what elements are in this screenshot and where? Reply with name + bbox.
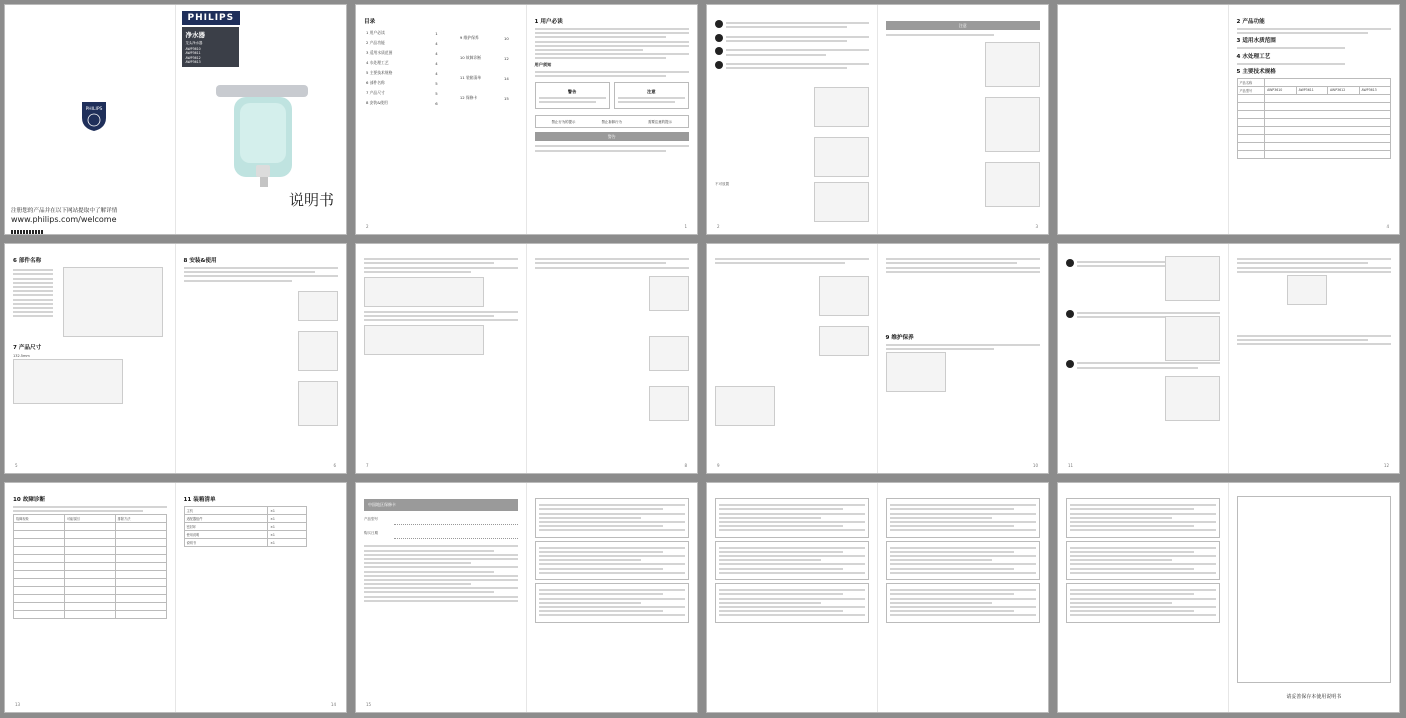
packing-table: 主机 ×1 适配器组件 ×1 密封环 ×1 使用说明 ×1 说明书 ×1 (184, 506, 308, 547)
caution-bar: 注意 (886, 21, 1041, 30)
section-title: 9 维护保养 (885, 334, 914, 341)
section-title: 10 故障诊断 (13, 497, 46, 503)
toc-entry[interactable]: 4 水处理工艺 4 (366, 60, 438, 66)
section-title: 6 部件名称 (13, 258, 42, 264)
cover-front-page (176, 5, 347, 234)
section-title: 3 适用水质范围 (1236, 38, 1276, 45)
illustration (886, 352, 946, 392)
illustration (814, 137, 869, 177)
body-text (535, 71, 690, 77)
page-number: 2 (717, 224, 720, 229)
section-title: 4 水处理工艺 (1236, 53, 1271, 60)
body-text (535, 145, 690, 151)
toc-entry[interactable]: 11 装箱清单 14 (459, 75, 509, 81)
register-text: 注册您的产品并在以下网站提取中了解详情 (11, 208, 118, 214)
spec-table: 产品名称 产品型号 AWP3610 AWP3611 AWP3612 AWP3613 (1237, 78, 1392, 159)
illustration (649, 276, 689, 311)
spread-adapters (355, 243, 698, 474)
toc-entry[interactable]: 8 安装&使用 6 (366, 100, 438, 106)
philips-shield-logo (81, 100, 107, 136)
toc-entry[interactable]: 1 用户必读 1 (366, 30, 438, 36)
page-number: 3 (1035, 224, 1038, 229)
illustration (814, 182, 869, 222)
toc-entry[interactable]: 3 适用水质范围 4 (366, 50, 438, 56)
spread-filter (1057, 243, 1400, 474)
subheading: 用户须知 (534, 62, 552, 68)
toc-entry[interactable]: 5 主要技术规格 4 (366, 70, 438, 76)
spread-parts (4, 243, 347, 474)
page-number: 10 (1032, 463, 1038, 468)
spread-toc (355, 4, 698, 235)
illustration (985, 42, 1040, 87)
toc-entry[interactable]: 6 部件名称 5 (366, 80, 438, 86)
svg-text:PHILIPS: PHILIPS (85, 107, 103, 112)
illustration (715, 386, 775, 426)
troubleshooting-table: 故障现象 可能原因 排除方法 (13, 514, 167, 619)
legal-text (49, 232, 169, 234)
troubleshooting-page (5, 483, 176, 712)
back-frame (1237, 496, 1392, 683)
illustration (1165, 256, 1220, 301)
specs-page (1229, 5, 1400, 234)
spread-cover (4, 4, 347, 235)
product-title: 净水器 (185, 31, 205, 39)
caution-box: 注意 (614, 82, 689, 110)
symbol-legend: 禁止行为的提示 禁止拆卸行为 需要注意的提示 (535, 115, 690, 128)
qr-code (11, 230, 43, 234)
toc-page (356, 5, 527, 234)
spread-specs (1057, 4, 1400, 235)
welcome-url[interactable]: www.philips.com/welcome (11, 215, 117, 224)
spread-warranty (355, 482, 698, 713)
illustration (649, 336, 689, 371)
back-cover-page (1229, 483, 1400, 712)
brand-badge: PHILIPS (182, 11, 241, 25)
warranty-card-page (356, 483, 527, 712)
page-number: 12 (1383, 463, 1389, 468)
page-number: 2 (366, 224, 369, 229)
warning-bar: 警告 (535, 132, 690, 141)
adapter-page (356, 244, 527, 473)
model-list: AWP3610 AWP3611 AWP3612 AWP3613 (185, 47, 201, 65)
section-title: 1 用户必读 (534, 19, 563, 25)
cover-back-page (5, 5, 176, 234)
keep-manual-note: 请妥善保存本使用说明书 (1286, 693, 1342, 700)
product-name-box (182, 27, 239, 67)
toc-entry[interactable]: 7 产品尺寸 5 (366, 90, 438, 96)
adapter-page-2 (527, 244, 698, 473)
warranty-title: 中国地区保修卡 (364, 499, 518, 511)
page-number: 13 (15, 702, 21, 707)
filter-page (1058, 244, 1229, 473)
parts-diagram (63, 267, 163, 337)
toc-entry[interactable]: 10 故障诊断 12 (459, 55, 509, 61)
illustration (364, 325, 484, 355)
spread-trouble (4, 482, 347, 713)
certificate-page-3 (878, 483, 1049, 712)
manual-title: 说明书 (288, 191, 334, 209)
note-label: 不可放置 (715, 182, 729, 186)
page-number: 11 (1068, 463, 1074, 468)
page-number: 6 (333, 463, 336, 468)
page-number: 15 (366, 702, 372, 707)
toc-entry[interactable]: 12 保修卡 15 (459, 95, 509, 101)
illustration (814, 87, 869, 127)
section-title: 11 装箱清单 (183, 497, 216, 503)
illustration (298, 291, 338, 321)
page-number: 8 (684, 463, 687, 468)
page-number: 5 (15, 463, 18, 468)
dimension-label: 132.5mm (13, 354, 30, 358)
illustration (819, 326, 869, 356)
illustration (298, 381, 338, 426)
illustration (819, 276, 869, 316)
blank-page (1058, 5, 1229, 234)
illustration (1165, 316, 1220, 361)
warnings-page (707, 5, 878, 234)
toc-entry[interactable]: 9 维护保养 10 (459, 35, 509, 41)
toc-entry[interactable]: 2 产品功能 4 (366, 40, 438, 46)
page-number: 4 (1386, 224, 1389, 229)
product-subtitle: 龙头净水器 (185, 41, 203, 45)
section-title: 5 主要技术规格 (1236, 68, 1276, 75)
warning-box: 警告 (535, 82, 610, 110)
parts-page (5, 244, 176, 473)
illustration (1287, 275, 1327, 305)
user-notes-page (527, 5, 698, 234)
toc-title: 目录 (364, 19, 376, 25)
illustration (364, 277, 484, 307)
toc-right (458, 28, 518, 108)
toc-left (364, 28, 448, 108)
spread-usage (706, 243, 1049, 474)
illustration (649, 386, 689, 421)
spread-certificates (706, 482, 1049, 713)
body-text (535, 28, 690, 59)
section-title: 2 产品功能 (1236, 19, 1265, 25)
illustration (1165, 376, 1220, 421)
spread-warnings (706, 4, 1049, 235)
page-number: 7 (366, 463, 369, 468)
section-title: 7 产品尺寸 (13, 345, 42, 351)
page-number: 14 (330, 702, 336, 707)
illustration (298, 331, 338, 371)
certificate-page (527, 483, 698, 712)
caution-page (878, 5, 1049, 234)
packing-page (176, 483, 347, 712)
field-model: 产品型号 (364, 517, 378, 521)
certificate-page-4 (1058, 483, 1229, 712)
usage-page (707, 244, 878, 473)
size-diagram (13, 359, 123, 404)
filter-page-2 (1229, 244, 1400, 473)
maintenance-page (878, 244, 1049, 473)
install-page (176, 244, 347, 473)
page-number: 9 (717, 463, 720, 468)
certificate-page-2 (707, 483, 878, 712)
field-date: 购买日期 (364, 531, 378, 536)
faucet-filter-image (216, 75, 308, 195)
illustration (985, 162, 1040, 207)
illustration (985, 97, 1040, 152)
section-title: 8 安装&使用 (183, 258, 217, 264)
page-number: 1 (684, 224, 687, 229)
spread-back (1057, 482, 1400, 713)
